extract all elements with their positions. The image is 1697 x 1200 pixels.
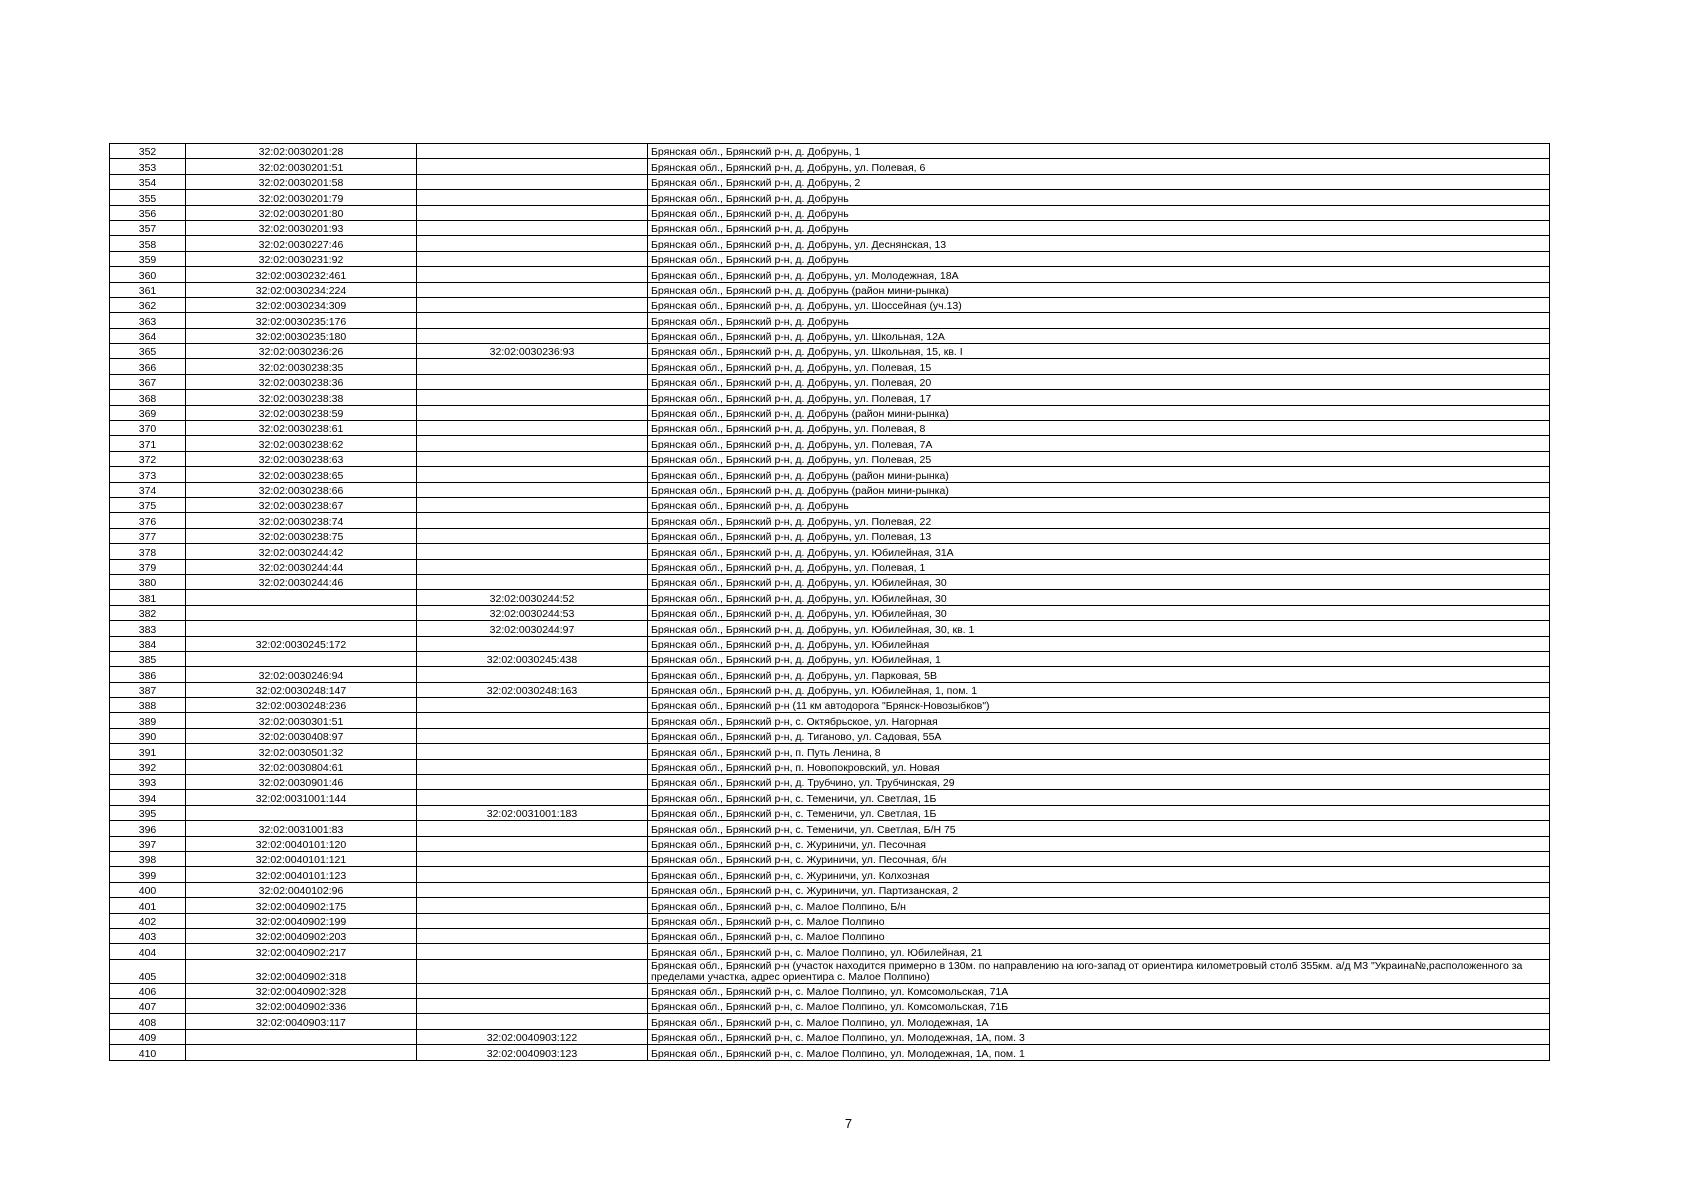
object-cadastral-number-cell bbox=[417, 928, 648, 943]
row-number-cell: 391 bbox=[110, 744, 186, 759]
object-cadastral-number-cell bbox=[417, 728, 648, 743]
table-row bbox=[110, 174, 1550, 189]
address-cell: Брянская обл., Брянский р-н, д. Добрунь, ул. Юбилейная, 30 bbox=[648, 605, 1550, 620]
address-cell: Брянская обл., Брянский р-н, д. Добрунь bbox=[648, 313, 1550, 328]
object-cadastral-number-cell bbox=[417, 667, 648, 682]
address-cell: Брянская обл., Брянский р-н (11 км автодорога "Брянск-Новозыбков") bbox=[648, 698, 1550, 713]
object-cadastral-number-cell: 32:02:0030245:438 bbox=[417, 651, 648, 666]
table-row bbox=[110, 190, 1550, 205]
row-number-cell: 409 bbox=[110, 1029, 186, 1044]
row-number-cell: 362 bbox=[110, 297, 186, 312]
row-number-cell: 394 bbox=[110, 790, 186, 805]
address-cell: Брянская обл., Брянский р-н, д. Добрунь bbox=[648, 205, 1550, 220]
land-cadastral-number-cell: 32:02:0031001:83 bbox=[186, 821, 417, 836]
table-row bbox=[110, 421, 1550, 436]
row-number-cell: 406 bbox=[110, 983, 186, 998]
address-cell: Брянская обл., Брянский р-н, с. Малое Полпино bbox=[648, 913, 1550, 928]
table-row bbox=[110, 144, 1550, 159]
table-row bbox=[110, 390, 1550, 405]
land-cadastral-number-cell: 32:02:0040903:117 bbox=[186, 1014, 417, 1029]
table-row bbox=[110, 297, 1550, 312]
row-number-cell: 410 bbox=[110, 1045, 186, 1060]
object-cadastral-number-cell: 32:02:0031001:183 bbox=[417, 805, 648, 820]
table-row bbox=[110, 713, 1550, 728]
row-number-cell: 363 bbox=[110, 313, 186, 328]
table-row bbox=[110, 759, 1550, 774]
land-cadastral-number-cell: 32:02:0030238:66 bbox=[186, 482, 417, 497]
land-cadastral-number-cell bbox=[186, 590, 417, 605]
table-row bbox=[110, 775, 1550, 790]
table-row bbox=[110, 621, 1550, 636]
row-number-cell: 352 bbox=[110, 144, 186, 159]
row-number-cell: 404 bbox=[110, 944, 186, 959]
table-row bbox=[110, 205, 1550, 220]
row-number-cell: 374 bbox=[110, 482, 186, 497]
table-row bbox=[110, 636, 1550, 651]
table-row bbox=[110, 451, 1550, 466]
address-cell: Брянская обл., Брянский р-н, п. Новопокровский, ул. Новая bbox=[648, 759, 1550, 774]
table-row bbox=[110, 590, 1550, 605]
table-row bbox=[110, 928, 1550, 943]
row-number-cell: 408 bbox=[110, 1014, 186, 1029]
table-row bbox=[110, 959, 1550, 983]
address-cell: Брянская обл., Брянский р-н, д. Добрунь (район мини-рынка) bbox=[648, 467, 1550, 482]
land-cadastral-number-cell: 32:02:0030235:176 bbox=[186, 313, 417, 328]
land-cadastral-number-cell: 32:02:0030244:46 bbox=[186, 574, 417, 589]
land-cadastral-number-cell: 32:02:0030238:63 bbox=[186, 451, 417, 466]
address-cell: Брянская обл., Брянский р-н, с. Журиничи, ул. Песочная bbox=[648, 836, 1550, 851]
table-row bbox=[110, 359, 1550, 374]
land-cadastral-number-cell: 32:02:0030201:80 bbox=[186, 205, 417, 220]
land-cadastral-number-cell: 32:02:0030227:46 bbox=[186, 236, 417, 251]
row-number-cell: 402 bbox=[110, 913, 186, 928]
address-cell: Брянская обл., Брянский р-н (участок находится примерно в 130м. по направлению на юго-запад от ориентира километровый столб 355км. а/д М3 "Украина№,расположенного за пределами участка, адрес ориентира с. Малое Полпино) bbox=[648, 959, 1550, 983]
land-cadastral-number-cell: 32:02:0030235:180 bbox=[186, 328, 417, 343]
object-cadastral-number-cell bbox=[417, 390, 648, 405]
address-cell: Брянская обл., Брянский р-н, с. Теменичи, ул. Светлая, Б/Н 75 bbox=[648, 821, 1550, 836]
object-cadastral-number-cell bbox=[417, 205, 648, 220]
table-row bbox=[110, 1045, 1550, 1060]
row-number-cell: 366 bbox=[110, 359, 186, 374]
row-number-cell: 369 bbox=[110, 405, 186, 420]
table-row bbox=[110, 944, 1550, 959]
row-number-cell: 353 bbox=[110, 159, 186, 174]
land-cadastral-number-cell: 32:02:0040902:175 bbox=[186, 898, 417, 913]
object-cadastral-number-cell bbox=[417, 190, 648, 205]
land-cadastral-number-cell: 32:02:0030201:93 bbox=[186, 220, 417, 235]
table-row bbox=[110, 282, 1550, 297]
land-cadastral-number-cell: 32:02:0040902:203 bbox=[186, 928, 417, 943]
table-row bbox=[110, 821, 1550, 836]
land-cadastral-number-cell: 32:02:0030238:74 bbox=[186, 513, 417, 528]
object-cadastral-number-cell bbox=[417, 328, 648, 343]
property-table bbox=[109, 143, 1550, 1061]
table-row bbox=[110, 1029, 1550, 1044]
table-row bbox=[110, 513, 1550, 528]
object-cadastral-number-cell bbox=[417, 497, 648, 512]
address-cell: Брянская обл., Брянский р-н, с. Малое Полпино bbox=[648, 928, 1550, 943]
land-cadastral-number-cell: 32:02:0040101:120 bbox=[186, 836, 417, 851]
row-number-cell: 385 bbox=[110, 651, 186, 666]
address-cell: Брянская обл., Брянский р-н, с. Малое Полпино, ул. Молодежная, 1А, пом. 3 bbox=[648, 1029, 1550, 1044]
table-row bbox=[110, 682, 1550, 697]
address-cell: Брянская обл., Брянский р-н, д. Добрунь, ул. Школьная, 12А bbox=[648, 328, 1550, 343]
address-cell: Брянская обл., Брянский р-н, д. Добрунь, ул. Парковая, 5В bbox=[648, 667, 1550, 682]
row-number-cell: 403 bbox=[110, 928, 186, 943]
object-cadastral-number-cell: 32:02:0030244:53 bbox=[417, 605, 648, 620]
address-cell: Брянская обл., Брянский р-н, д. Добрунь, ул. Полевая, 20 bbox=[648, 374, 1550, 389]
land-cadastral-number-cell: 32:02:0030238:38 bbox=[186, 390, 417, 405]
land-cadastral-number-cell: 32:02:0040902:217 bbox=[186, 944, 417, 959]
object-cadastral-number-cell bbox=[417, 698, 648, 713]
table-row bbox=[110, 405, 1550, 420]
page-number: 7 bbox=[844, 1116, 853, 1131]
address-cell: Брянская обл., Брянский р-н, с. Малое Полпино, ул. Комсомольская, 71Б bbox=[648, 999, 1550, 1014]
row-number-cell: 371 bbox=[110, 436, 186, 451]
address-cell: Брянская обл., Брянский р-н, д. Добрунь (район мини-рынка) bbox=[648, 482, 1550, 497]
land-cadastral-number-cell: 32:02:0030901:46 bbox=[186, 775, 417, 790]
land-cadastral-number-cell bbox=[186, 805, 417, 820]
object-cadastral-number-cell bbox=[417, 713, 648, 728]
object-cadastral-number-cell bbox=[417, 851, 648, 866]
address-cell: Брянская обл., Брянский р-н, д. Добрунь, ул. Юбилейная, 1 bbox=[648, 651, 1550, 666]
address-cell: Брянская обл., Брянский р-н, д. Добрунь (район мини-рынка) bbox=[648, 405, 1550, 420]
address-cell: Брянская обл., Брянский р-н, с. Теменичи, ул. Светлая, 1Б bbox=[648, 805, 1550, 820]
row-number-cell: 388 bbox=[110, 698, 186, 713]
address-cell: Брянская обл., Брянский р-н, с. Малое Полпино, ул. Молодежная, 1А bbox=[648, 1014, 1550, 1029]
object-cadastral-number-cell bbox=[417, 297, 648, 312]
address-cell: Брянская обл., Брянский р-н, с. Малое Полпино, ул. Комсомольская, 71А bbox=[648, 983, 1550, 998]
land-cadastral-number-cell: 32:02:0040902:336 bbox=[186, 999, 417, 1014]
address-cell: Брянская обл., Брянский р-н, с. Октябрьское, ул. Нагорная bbox=[648, 713, 1550, 728]
land-cadastral-number-cell: 32:02:0030248:236 bbox=[186, 698, 417, 713]
land-cadastral-number-cell: 32:02:0040902:318 bbox=[186, 959, 417, 983]
address-cell: Брянская обл., Брянский р-н, д. Добрунь, ул. Юбилейная, 30, кв. 1 bbox=[648, 621, 1550, 636]
object-cadastral-number-cell bbox=[417, 313, 648, 328]
row-number-cell: 380 bbox=[110, 574, 186, 589]
address-cell: Брянская обл., Брянский р-н, д. Добрунь, ул. Полевая, 1 bbox=[648, 559, 1550, 574]
object-cadastral-number-cell bbox=[417, 144, 648, 159]
land-cadastral-number-cell: 32:02:0030201:28 bbox=[186, 144, 417, 159]
row-number-cell: 359 bbox=[110, 251, 186, 266]
address-cell: Брянская обл., Брянский р-н, с. Малое Полпино, Б/н bbox=[648, 898, 1550, 913]
land-cadastral-number-cell bbox=[186, 651, 417, 666]
table-row bbox=[110, 805, 1550, 820]
address-cell: Брянская обл., Брянский р-н, д. Добрунь bbox=[648, 251, 1550, 266]
object-cadastral-number-cell bbox=[417, 405, 648, 420]
table-row bbox=[110, 236, 1550, 251]
land-cadastral-number-cell: 32:02:0030238:65 bbox=[186, 467, 417, 482]
object-cadastral-number-cell: 32:02:0040903:123 bbox=[417, 1045, 648, 1060]
object-cadastral-number-cell bbox=[417, 574, 648, 589]
row-number-cell: 399 bbox=[110, 867, 186, 882]
land-cadastral-number-cell: 32:02:0030238:75 bbox=[186, 528, 417, 543]
row-number-cell: 368 bbox=[110, 390, 186, 405]
address-cell: Брянская обл., Брянский р-н, д. Добрунь, ул. Деснянская, 13 bbox=[648, 236, 1550, 251]
row-number-cell: 378 bbox=[110, 544, 186, 559]
land-cadastral-number-cell: 32:02:0030232:461 bbox=[186, 267, 417, 282]
table-row bbox=[110, 651, 1550, 666]
address-cell: Брянская обл., Брянский р-н, д. Добрунь bbox=[648, 190, 1550, 205]
address-cell: Брянская обл., Брянский р-н, д. Добрунь, ул. Полевая, 6 bbox=[648, 159, 1550, 174]
object-cadastral-number-cell bbox=[417, 451, 648, 466]
table-row bbox=[110, 728, 1550, 743]
object-cadastral-number-cell bbox=[417, 359, 648, 374]
table-row bbox=[110, 867, 1550, 882]
land-cadastral-number-cell: 32:02:0040102:96 bbox=[186, 882, 417, 897]
table-row bbox=[110, 999, 1550, 1014]
object-cadastral-number-cell bbox=[417, 282, 648, 297]
object-cadastral-number-cell bbox=[417, 267, 648, 282]
table-row bbox=[110, 913, 1550, 928]
land-cadastral-number-cell: 32:02:0040101:121 bbox=[186, 851, 417, 866]
row-number-cell: 381 bbox=[110, 590, 186, 605]
table-row bbox=[110, 559, 1550, 574]
address-cell: Брянская обл., Брянский р-н, д. Добрунь, ул. Юбилейная, 30 bbox=[648, 590, 1550, 605]
land-cadastral-number-cell: 32:02:0030238:62 bbox=[186, 436, 417, 451]
row-number-cell: 354 bbox=[110, 174, 186, 189]
address-cell: Брянская обл., Брянский р-н, д. Добрунь, ул. Юбилейная, 30 bbox=[648, 574, 1550, 589]
land-cadastral-number-cell: 32:02:0040902:328 bbox=[186, 983, 417, 998]
address-cell: Брянская обл., Брянский р-н, д. Добрунь, 1 bbox=[648, 144, 1550, 159]
row-number-cell: 383 bbox=[110, 621, 186, 636]
land-cadastral-number-cell: 32:02:0030201:58 bbox=[186, 174, 417, 189]
address-cell: Брянская обл., Брянский р-н, с. Малое Полпино, ул. Юбилейная, 21 bbox=[648, 944, 1550, 959]
object-cadastral-number-cell bbox=[417, 636, 648, 651]
address-cell: Брянская обл., Брянский р-н, с. Журиничи, ул. Песочная, б/н bbox=[648, 851, 1550, 866]
row-number-cell: 397 bbox=[110, 836, 186, 851]
table-row bbox=[110, 251, 1550, 266]
address-cell: Брянская обл., Брянский р-н, д. Добрунь bbox=[648, 220, 1550, 235]
object-cadastral-number-cell bbox=[417, 898, 648, 913]
row-number-cell: 364 bbox=[110, 328, 186, 343]
table-row bbox=[110, 1014, 1550, 1029]
table-row bbox=[110, 851, 1550, 866]
address-cell: Брянская обл., Брянский р-н, с. Журиничи, ул. Партизанская, 2 bbox=[648, 882, 1550, 897]
address-cell: Брянская обл., Брянский р-н, д. Добрунь bbox=[648, 497, 1550, 512]
row-number-cell: 360 bbox=[110, 267, 186, 282]
address-cell: Брянская обл., Брянский р-н, д. Добрунь, ул. Полевая, 13 bbox=[648, 528, 1550, 543]
address-cell: Брянская обл., Брянский р-н, д. Трубчино, ул. Трубчинская, 29 bbox=[648, 775, 1550, 790]
row-number-cell: 401 bbox=[110, 898, 186, 913]
table-row bbox=[110, 328, 1550, 343]
table-row bbox=[110, 313, 1550, 328]
object-cadastral-number-cell bbox=[417, 251, 648, 266]
object-cadastral-number-cell bbox=[417, 421, 648, 436]
row-number-cell: 379 bbox=[110, 559, 186, 574]
land-cadastral-number-cell: 32:02:0030301:51 bbox=[186, 713, 417, 728]
table-row bbox=[110, 836, 1550, 851]
address-cell: Брянская обл., Брянский р-н, д. Добрунь, ул. Юбилейная, 1, пом. 1 bbox=[648, 682, 1550, 697]
land-cadastral-number-cell: 32:02:0030238:36 bbox=[186, 374, 417, 389]
object-cadastral-number-cell bbox=[417, 983, 648, 998]
table-row bbox=[110, 544, 1550, 559]
land-cadastral-number-cell: 32:02:0030231:92 bbox=[186, 251, 417, 266]
land-cadastral-number-cell: 32:02:0030244:44 bbox=[186, 559, 417, 574]
row-number-cell: 373 bbox=[110, 467, 186, 482]
object-cadastral-number-cell bbox=[417, 159, 648, 174]
table-row bbox=[110, 482, 1550, 497]
address-cell: Брянская обл., Брянский р-н, д. Добрунь, ул. Юбилейная bbox=[648, 636, 1550, 651]
object-cadastral-number-cell bbox=[417, 836, 648, 851]
land-cadastral-number-cell: 32:02:0031001:144 bbox=[186, 790, 417, 805]
land-cadastral-number-cell bbox=[186, 621, 417, 636]
object-cadastral-number-cell bbox=[417, 944, 648, 959]
land-cadastral-number-cell: 32:02:0030201:79 bbox=[186, 190, 417, 205]
address-cell: Брянская обл., Брянский р-н, д. Добрунь, ул. Школьная, 15, кв. I bbox=[648, 344, 1550, 359]
object-cadastral-number-cell bbox=[417, 467, 648, 482]
land-cadastral-number-cell bbox=[186, 1029, 417, 1044]
table-row bbox=[110, 220, 1550, 235]
address-cell: Брянская обл., Брянский р-н, д. Тиганово, ул. Садовая, 55А bbox=[648, 728, 1550, 743]
table-row bbox=[110, 698, 1550, 713]
object-cadastral-number-cell bbox=[417, 482, 648, 497]
table-row bbox=[110, 497, 1550, 512]
row-number-cell: 405 bbox=[110, 959, 186, 983]
table-row bbox=[110, 605, 1550, 620]
row-number-cell: 393 bbox=[110, 775, 186, 790]
row-number-cell: 377 bbox=[110, 528, 186, 543]
object-cadastral-number-cell bbox=[417, 821, 648, 836]
object-cadastral-number-cell bbox=[417, 436, 648, 451]
land-cadastral-number-cell: 32:02:0030234:309 bbox=[186, 297, 417, 312]
land-cadastral-number-cell: 32:02:0030238:61 bbox=[186, 421, 417, 436]
address-cell: Брянская обл., Брянский р-н, д. Добрунь, ул. Полевая, 15 bbox=[648, 359, 1550, 374]
land-cadastral-number-cell: 32:02:0030238:67 bbox=[186, 497, 417, 512]
address-cell: Брянская обл., Брянский р-н, с. Малое Полпино, ул. Молодежная, 1А, пом. 1 bbox=[648, 1045, 1550, 1060]
row-number-cell: 382 bbox=[110, 605, 186, 620]
object-cadastral-number-cell bbox=[417, 1014, 648, 1029]
row-number-cell: 392 bbox=[110, 759, 186, 774]
object-cadastral-number-cell: 32:02:0030248:163 bbox=[417, 682, 648, 697]
object-cadastral-number-cell: 32:02:0030244:52 bbox=[417, 590, 648, 605]
table-row bbox=[110, 528, 1550, 543]
object-cadastral-number-cell bbox=[417, 882, 648, 897]
table-row bbox=[110, 374, 1550, 389]
object-cadastral-number-cell bbox=[417, 544, 648, 559]
object-cadastral-number-cell bbox=[417, 513, 648, 528]
row-number-cell: 355 bbox=[110, 190, 186, 205]
object-cadastral-number-cell bbox=[417, 374, 648, 389]
row-number-cell: 396 bbox=[110, 821, 186, 836]
object-cadastral-number-cell bbox=[417, 236, 648, 251]
address-cell: Брянская обл., Брянский р-н, д. Добрунь, ул. Полевая, 17 bbox=[648, 390, 1550, 405]
table-row bbox=[110, 882, 1550, 897]
land-cadastral-number-cell bbox=[186, 605, 417, 620]
address-cell: Брянская обл., Брянский р-н, д. Добрунь, ул. Молодежная, 18А bbox=[648, 267, 1550, 282]
table-row bbox=[110, 983, 1550, 998]
land-cadastral-number-cell: 32:02:0030236:26 bbox=[186, 344, 417, 359]
land-cadastral-number-cell: 32:02:0030238:59 bbox=[186, 405, 417, 420]
row-number-cell: 365 bbox=[110, 344, 186, 359]
table-row bbox=[110, 744, 1550, 759]
object-cadastral-number-cell bbox=[417, 775, 648, 790]
row-number-cell: 356 bbox=[110, 205, 186, 220]
row-number-cell: 375 bbox=[110, 497, 186, 512]
land-cadastral-number-cell: 32:02:0030238:35 bbox=[186, 359, 417, 374]
object-cadastral-number-cell bbox=[417, 744, 648, 759]
row-number-cell: 367 bbox=[110, 374, 186, 389]
row-number-cell: 407 bbox=[110, 999, 186, 1014]
address-cell: Брянская обл., Брянский р-н, с. Журиничи, ул. Колхозная bbox=[648, 867, 1550, 882]
table-row bbox=[110, 344, 1550, 359]
object-cadastral-number-cell bbox=[417, 959, 648, 983]
object-cadastral-number-cell bbox=[417, 790, 648, 805]
row-number-cell: 386 bbox=[110, 667, 186, 682]
address-cell: Брянская обл., Брянский р-н, д. Добрунь, ул. Юбилейная, 31А bbox=[648, 544, 1550, 559]
object-cadastral-number-cell bbox=[417, 759, 648, 774]
land-cadastral-number-cell: 32:02:0030804:61 bbox=[186, 759, 417, 774]
object-cadastral-number-cell bbox=[417, 867, 648, 882]
table-row bbox=[110, 436, 1550, 451]
address-cell: Брянская обл., Брянский р-н, с. Теменичи, ул. Светлая, 1Б bbox=[648, 790, 1550, 805]
row-number-cell: 400 bbox=[110, 882, 186, 897]
land-cadastral-number-cell bbox=[186, 1045, 417, 1060]
address-cell: Брянская обл., Брянский р-н, д. Добрунь, ул. Полевая, 25 bbox=[648, 451, 1550, 466]
table-row bbox=[110, 267, 1550, 282]
table-row bbox=[110, 467, 1550, 482]
land-cadastral-number-cell: 32:02:0030408:97 bbox=[186, 728, 417, 743]
object-cadastral-number-cell bbox=[417, 999, 648, 1014]
table-body bbox=[110, 144, 1550, 1061]
object-cadastral-number-cell: 32:02:0040903:122 bbox=[417, 1029, 648, 1044]
land-cadastral-number-cell: 32:02:0030246:94 bbox=[186, 667, 417, 682]
address-cell: Брянская обл., Брянский р-н, д. Добрунь, 2 bbox=[648, 174, 1550, 189]
land-cadastral-number-cell: 32:02:0030244:42 bbox=[186, 544, 417, 559]
address-cell: Брянская обл., Брянский р-н, д. Добрунь, ул. Полевая, 7А bbox=[648, 436, 1550, 451]
object-cadastral-number-cell bbox=[417, 528, 648, 543]
land-cadastral-number-cell: 32:02:0030234:224 bbox=[186, 282, 417, 297]
land-cadastral-number-cell: 32:02:0030201:51 bbox=[186, 159, 417, 174]
row-number-cell: 358 bbox=[110, 236, 186, 251]
address-cell: Брянская обл., Брянский р-н, д. Добрунь, ул. Полевая, 8 bbox=[648, 421, 1550, 436]
object-cadastral-number-cell bbox=[417, 174, 648, 189]
row-number-cell: 384 bbox=[110, 636, 186, 651]
row-number-cell: 387 bbox=[110, 682, 186, 697]
object-cadastral-number-cell bbox=[417, 220, 648, 235]
object-cadastral-number-cell: 32:02:0030244:97 bbox=[417, 621, 648, 636]
address-cell: Брянская обл., Брянский р-н, д. Добрунь (район мини-рынка) bbox=[648, 282, 1550, 297]
table-row bbox=[110, 790, 1550, 805]
row-number-cell: 389 bbox=[110, 713, 186, 728]
row-number-cell: 370 bbox=[110, 421, 186, 436]
object-cadastral-number-cell: 32:02:0030236:93 bbox=[417, 344, 648, 359]
land-cadastral-number-cell: 32:02:0030245:172 bbox=[186, 636, 417, 651]
table-row bbox=[110, 574, 1550, 589]
row-number-cell: 395 bbox=[110, 805, 186, 820]
row-number-cell: 357 bbox=[110, 220, 186, 235]
land-cadastral-number-cell: 32:02:0030248:147 bbox=[186, 682, 417, 697]
address-cell: Брянская обл., Брянский р-н, п. Путь Ленина, 8 bbox=[648, 744, 1550, 759]
row-number-cell: 361 bbox=[110, 282, 186, 297]
address-cell: Брянская обл., Брянский р-н, д. Добрунь, ул. Шоссейная (уч.13) bbox=[648, 297, 1550, 312]
table-row bbox=[110, 898, 1550, 913]
address-cell: Брянская обл., Брянский р-н, д. Добрунь, ул. Полевая, 22 bbox=[648, 513, 1550, 528]
table-row bbox=[110, 667, 1550, 682]
table-row bbox=[110, 159, 1550, 174]
land-cadastral-number-cell: 32:02:0040101:123 bbox=[186, 867, 417, 882]
row-number-cell: 376 bbox=[110, 513, 186, 528]
object-cadastral-number-cell bbox=[417, 559, 648, 574]
row-number-cell: 390 bbox=[110, 728, 186, 743]
row-number-cell: 372 bbox=[110, 451, 186, 466]
land-cadastral-number-cell: 32:02:0040902:199 bbox=[186, 913, 417, 928]
object-cadastral-number-cell bbox=[417, 913, 648, 928]
row-number-cell: 398 bbox=[110, 851, 186, 866]
land-cadastral-number-cell: 32:02:0030501:32 bbox=[186, 744, 417, 759]
